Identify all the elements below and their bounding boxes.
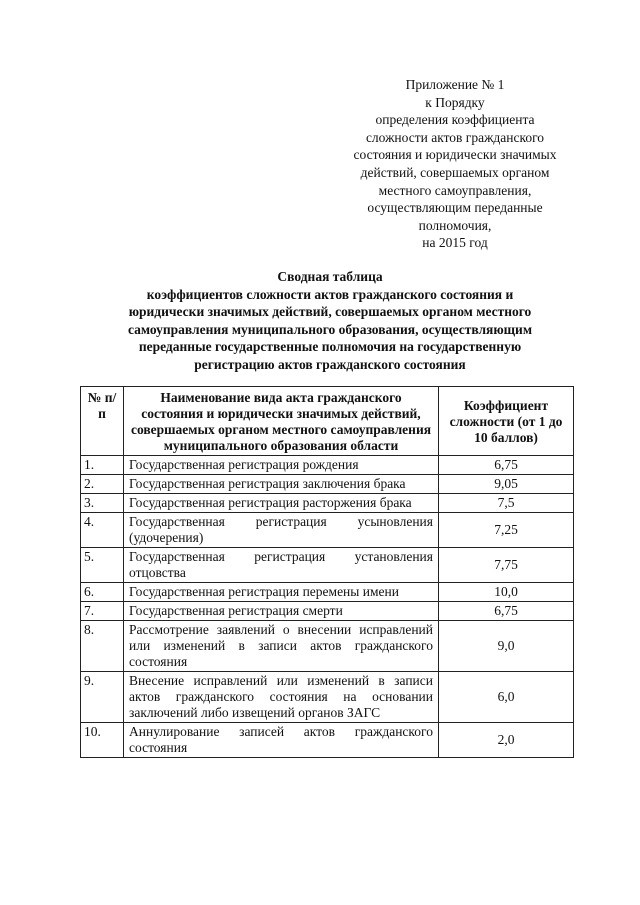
title-line: регистрацию актов гражданского состояния [194, 356, 466, 372]
title-line: переданные государственные полномочия на государственную [138, 339, 522, 354]
header-number: № п/п [81, 387, 124, 456]
appendix-line: сложности актов гражданского [365, 129, 545, 145]
table-row [81, 583, 574, 602]
row-number: 4. [81, 513, 124, 548]
title-line: Сводная таблица [277, 269, 383, 284]
row-name: Государственная регистрация перемены имени [124, 583, 439, 602]
table-row [81, 672, 574, 723]
row-coefficient: 6,75 [439, 456, 574, 475]
row-name: Государственная регистрация установления отцовства [124, 548, 439, 583]
row-coefficient: 6,0 [439, 672, 574, 723]
row-coefficient: 7,75 [439, 548, 574, 583]
header-name: Наименование вида акта гражданского состояния и юридически значимых действий, совершаемых органом местного самоуправления муниципального образования области [124, 387, 439, 456]
row-coefficient: 7,25 [439, 513, 574, 548]
table-row [81, 475, 574, 494]
appendix-line: определения коэффициента [375, 112, 535, 128]
row-number: 2. [81, 475, 124, 494]
row-name: Внесение исправлений или изменений в записи актов гражданского состояния на основании заключений либо извещений органов ЗАГС [124, 672, 439, 723]
appendix-block [340, 76, 570, 252]
row-name: Государственная регистрация заключения брака [124, 475, 439, 494]
row-coefficient: 2,0 [439, 723, 574, 758]
title-line: коэффициентов сложности актов гражданского состояния и [146, 286, 514, 302]
row-name: Государственная регистрация расторжения брака [124, 494, 439, 513]
table-row [81, 513, 574, 548]
row-name: Аннулирование записей актов гражданского состояния [124, 723, 439, 758]
appendix-line: к Порядку [425, 94, 485, 110]
table-row [81, 456, 574, 475]
row-coefficient: 9,05 [439, 475, 574, 494]
coefficients-table [80, 386, 574, 758]
table-row [81, 548, 574, 583]
row-number: 9. [81, 672, 124, 723]
header-coefficient: Коэффициент сложности (от 1 до 10 баллов) [439, 387, 574, 456]
table-row [81, 602, 574, 621]
row-coefficient: 9,0 [439, 621, 574, 672]
row-number: 10. [81, 723, 124, 758]
appendix-line: действий, совершаемых органом [360, 164, 550, 180]
row-name: Государственная регистрация усыновления (удочерения) [124, 513, 439, 548]
row-name: Государственная регистрация рождения [124, 456, 439, 475]
document-title [90, 268, 570, 373]
row-name: Рассмотрение заявлений о внесении исправлений или изменений в записи актов гражданского состояния [124, 621, 439, 672]
table-row [81, 621, 574, 672]
appendix-line: осуществляющим переданные [367, 200, 543, 216]
title-line: самоуправления муниципального образования, осуществляющим [127, 321, 533, 337]
row-coefficient: 10,0 [439, 583, 574, 602]
appendix-line: Приложение № 1 [405, 77, 505, 92]
row-name: Государственная регистрация смерти [124, 602, 439, 621]
row-number: 7. [81, 602, 124, 621]
table-row [81, 723, 574, 758]
row-coefficient: 7,5 [439, 494, 574, 513]
table-header-row [81, 387, 574, 456]
row-number: 6. [81, 583, 124, 602]
appendix-line: местного самоуправления, [378, 182, 532, 198]
appendix-line: полномочия, [418, 217, 492, 233]
title-line: юридически значимых действий, совершаемых органом местного [128, 304, 532, 319]
appendix-line: состояния и юридически значимых [353, 147, 557, 163]
appendix-line: на 2015 год [422, 235, 488, 251]
table-row [81, 494, 574, 513]
row-number: 8. [81, 621, 124, 672]
row-coefficient: 6,75 [439, 602, 574, 621]
row-number: 5. [81, 548, 124, 583]
row-number: 1. [81, 456, 124, 475]
row-number: 3. [81, 494, 124, 513]
